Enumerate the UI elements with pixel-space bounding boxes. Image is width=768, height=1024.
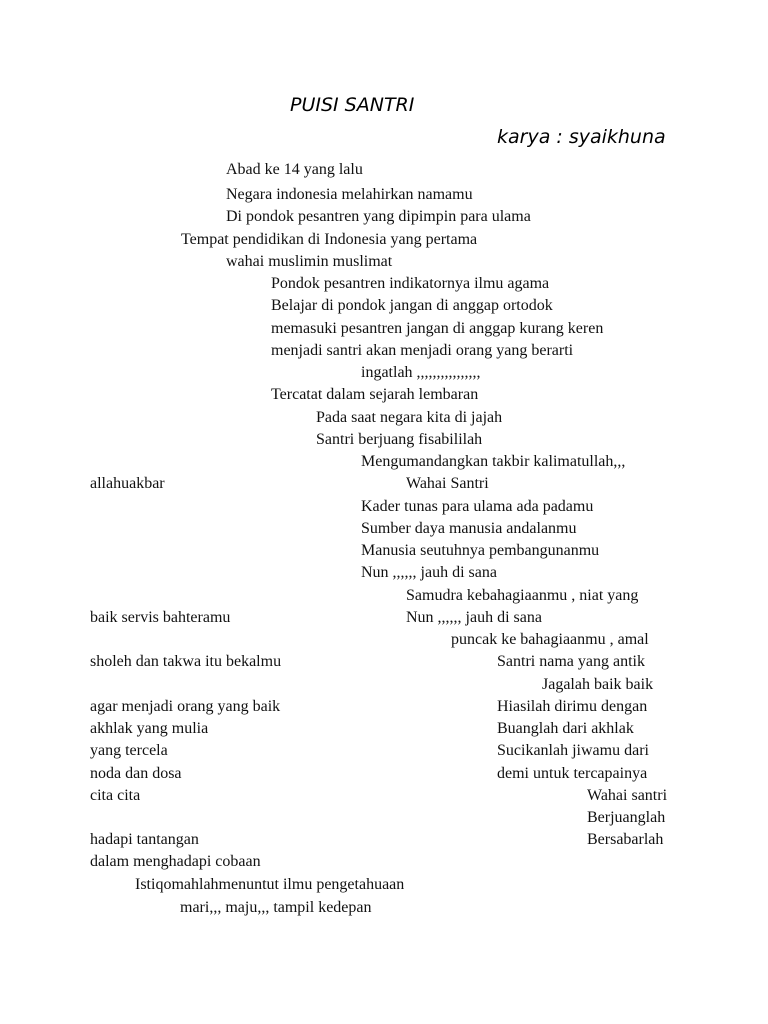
- poem-line: menjadi santri akan menjadi orang yang berarti: [271, 342, 574, 359]
- poem-line: memasuki pesantren jangan di anggap kurang keren: [271, 320, 604, 337]
- poem-line: Berjuanglah: [587, 809, 666, 826]
- poem-line: Sucikanlah jiwamu dari: [497, 742, 649, 759]
- poem-line: sholeh dan takwa itu bekalmu: [90, 653, 282, 670]
- poem-line: puncak ke bahagiaanmu , amal: [451, 631, 649, 648]
- poem-line: Kader tunas para ulama ada padamu: [361, 498, 594, 515]
- poem-line: agar menjadi orang yang baik: [90, 698, 281, 715]
- poem-line: Istiqomahlahmenuntut ilmu pengetahuaan: [135, 876, 405, 893]
- poem-line: Pondok pesantren indikatornya ilmu agama: [271, 275, 550, 292]
- poem-line: Pada saat negara kita di jajah: [316, 409, 503, 426]
- poem-line: Santri nama yang antik: [497, 653, 645, 670]
- poem-line: ingatlah ,,,,,,,,,,,,,,,,: [361, 364, 481, 381]
- poem-line: Negara indonesia melahirkan namamu: [226, 186, 473, 203]
- poem-line: allahuakbar: [90, 475, 165, 492]
- poem-line: Belajar di pondok jangan di anggap ortodok: [271, 297, 553, 314]
- poem-line: yang tercela: [90, 742, 168, 759]
- poem-line: noda dan dosa: [90, 765, 182, 782]
- poem-line: Wahai santri: [587, 787, 668, 804]
- poem-line: dalam menghadapi cobaan: [90, 853, 261, 870]
- poem-line: baik servis bahteramu: [90, 609, 231, 626]
- poem-title: PUISI SANTRI: [290, 94, 415, 116]
- poem-line: Mengumandangkan takbir kalimatullah,,,: [361, 453, 626, 470]
- poem-line: Tercatat dalam sejarah lembaran: [271, 386, 479, 403]
- poem-line: Nun ,,,,,, jauh di sana: [361, 564, 497, 581]
- poem-line: wahai muslimin muslimat: [226, 253, 393, 270]
- poem-line: Buanglah dari akhlak: [497, 720, 634, 737]
- poem-line: Nun ,,,,,, jauh di sana: [406, 609, 542, 626]
- poem-line: akhlak yang mulia: [90, 720, 209, 737]
- poem-line: Tempat pendidikan di Indonesia yang pertama: [181, 231, 478, 248]
- poem-line: Manusia seutuhnya pembangunanmu: [361, 542, 600, 559]
- poem-line: Abad ke 14 yang lalu: [226, 161, 363, 178]
- poem-line: Hiasilah dirimu dengan: [497, 698, 648, 715]
- poem-line: Jagalah baik baik: [542, 676, 654, 693]
- poem-line: mari,,, maju,,, tampil kedepan: [180, 899, 372, 916]
- poem-line: Di pondok pesantren yang dipimpin para ulama: [226, 208, 531, 225]
- poem-line: Bersabarlah: [587, 831, 664, 848]
- poem-author: karya : syaikhuna: [497, 126, 666, 148]
- poem-line: hadapi tantangan: [90, 831, 199, 848]
- poem-line: demi untuk tercapainya: [497, 765, 648, 782]
- poem-line: Wahai Santri: [406, 475, 489, 492]
- poem-line: cita cita: [90, 787, 141, 804]
- poem-line: Santri berjuang fisabililah: [316, 431, 483, 448]
- poem-line: Sumber daya manusia andalanmu: [361, 520, 577, 537]
- poem-line: Samudra kebahagiaanmu , niat yang: [406, 587, 639, 604]
